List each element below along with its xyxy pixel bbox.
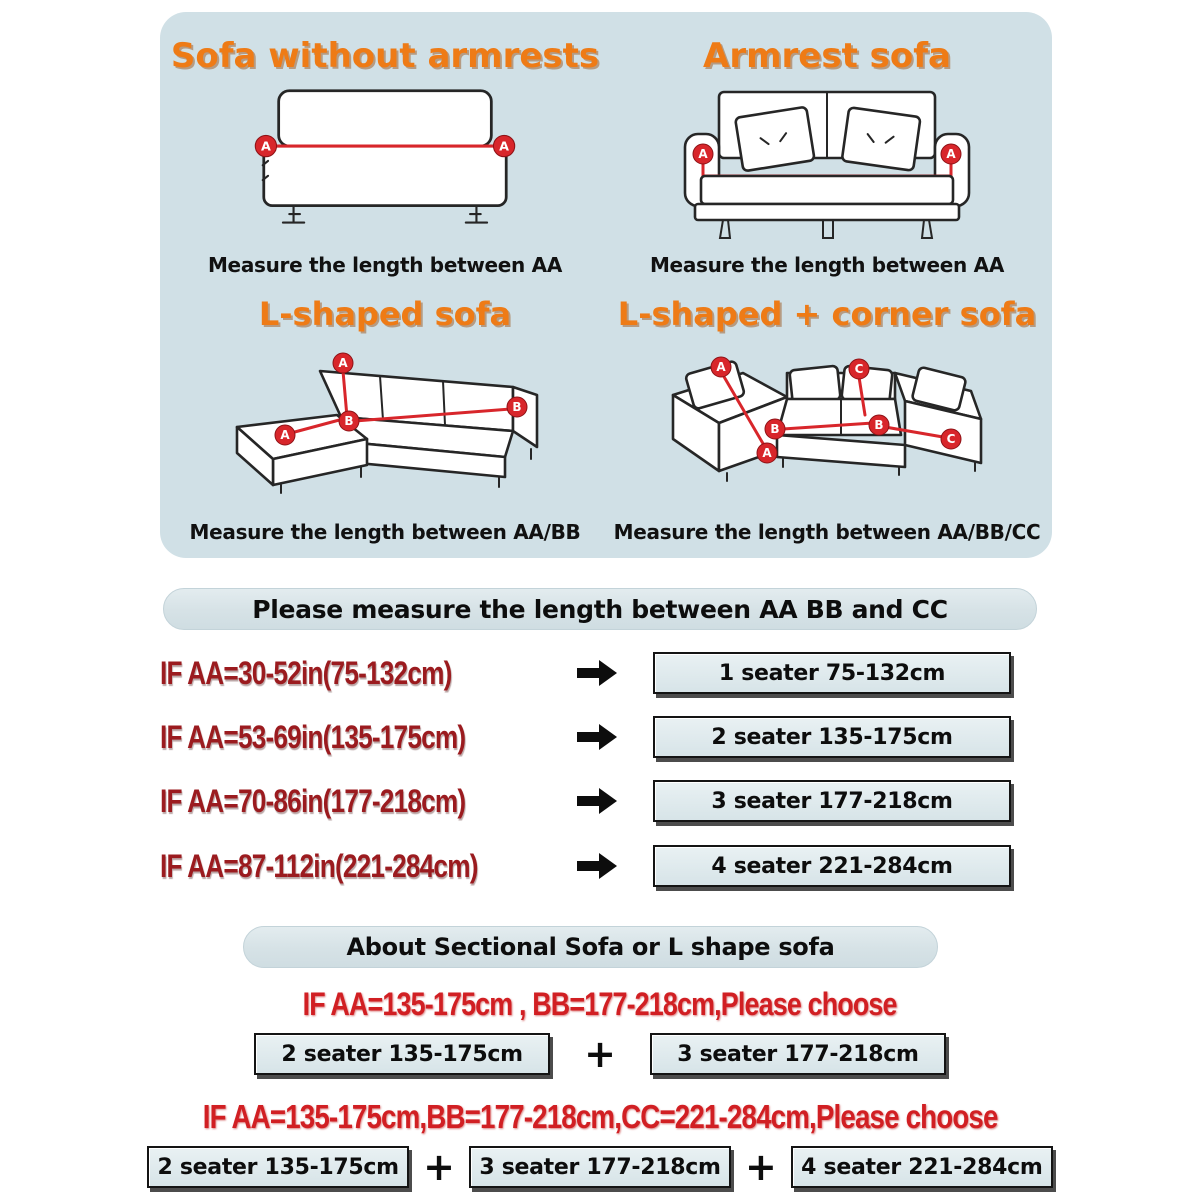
combo-size-box: 3 seater 177-218cm — [469, 1146, 731, 1188]
right-arrow-icon — [575, 853, 621, 879]
svg-text:A: A — [716, 360, 726, 374]
size-condition: IF AA=87-112in(221-284cm) — [160, 847, 478, 884]
card-title: Armrest sofa — [703, 36, 951, 76]
svg-text:A: A — [698, 147, 708, 161]
size-condition: IF AA=30-52in(75-132cm) — [160, 654, 452, 691]
card-caption: Measure the length between AA/BB — [189, 520, 581, 544]
size-condition: IF AA=53-69in(135-175cm) — [160, 718, 466, 755]
svg-text:A: A — [499, 139, 510, 155]
svg-text:A: A — [338, 356, 348, 370]
measure-marker-c — [941, 429, 961, 449]
right-arrow-icon — [575, 788, 621, 814]
measure-instruction-bar — [163, 588, 1037, 630]
svg-text:B: B — [770, 422, 780, 436]
plus-icon: + — [584, 1032, 616, 1076]
measure-marker-b — [765, 419, 785, 439]
svg-text:A: A — [946, 147, 956, 161]
size-condition: IF AA=70-86in(177-218cm) — [160, 782, 466, 819]
sectional-header-text: About Sectional Sofa or L shape sofa — [346, 933, 835, 961]
size-row-2-seater — [160, 714, 1050, 760]
card-l-shaped-sofa — [164, 285, 606, 552]
svg-text:B: B — [874, 418, 884, 432]
sofa-types-panel — [160, 12, 1052, 558]
card-caption: Measure the length between AA/BB/CC — [613, 520, 1041, 544]
armrest-sofa-illustration — [637, 78, 1017, 246]
size-result-box: 3 seater 177-218cm — [653, 780, 1011, 822]
svg-text:B: B — [512, 400, 522, 414]
measure-marker-b — [507, 397, 527, 417]
measure-marker-a — [693, 144, 713, 164]
size-result-box: 1 seater 75-132cm — [653, 652, 1011, 694]
card-title: L-shaped + corner sofa — [617, 295, 1037, 333]
plus-icon: + — [423, 1145, 455, 1189]
measure-marker-a — [333, 353, 353, 373]
right-arrow-icon — [575, 660, 621, 686]
card-caption: Measure the length between AA — [207, 253, 563, 277]
right-arrow-icon — [575, 724, 621, 750]
card-caption: Measure the length between AA — [649, 253, 1005, 277]
size-row-1-seater — [160, 650, 1050, 696]
combo-condition-1: IF AA=135-175cm , BB=177-218cm,Please choose — [302, 986, 898, 1022]
svg-text:C: C — [946, 432, 956, 446]
svg-text:A: A — [260, 139, 271, 155]
sectional-header-bar — [243, 926, 938, 968]
size-row-3-seater — [160, 778, 1050, 824]
measure-marker-a — [255, 135, 276, 156]
combo-condition-2: IF AA=135-175cm,BB=177-218cm,CC=221-284cm,Please choose — [202, 1098, 998, 1135]
svg-text:B: B — [344, 414, 354, 428]
measure-marker-b — [339, 411, 359, 431]
card-title: L-shaped sofa — [258, 295, 512, 333]
combo-size-box: 3 seater 177-218cm — [650, 1033, 946, 1075]
combo-row-2 — [0, 1146, 1200, 1188]
measure-instruction-text: Please measure the length between AA BB and CC — [252, 594, 948, 624]
combo-size-box: 2 seater 135-175cm — [147, 1146, 409, 1188]
combo-size-box: 4 seater 221-284cm — [791, 1146, 1053, 1188]
measure-marker-a — [711, 357, 731, 377]
plus-icon: + — [745, 1145, 777, 1189]
card-l-shaped-corner-sofa — [606, 285, 1048, 552]
l-shaped-corner-sofa-illustration — [637, 335, 1017, 495]
svg-text:A: A — [762, 446, 772, 460]
card-title: Sofa without armrests — [170, 36, 600, 76]
measure-marker-a — [757, 443, 777, 463]
measure-marker-b — [869, 415, 889, 435]
combo-size-box: 2 seater 135-175cm — [254, 1033, 550, 1075]
svg-text:A: A — [280, 428, 290, 442]
combo-row-1 — [0, 1033, 1200, 1075]
svg-text:C: C — [854, 362, 864, 376]
size-result-box: 2 seater 135-175cm — [653, 716, 1011, 758]
size-result-box: 4 seater 221-284cm — [653, 845, 1011, 887]
l-shaped-sofa-illustration — [195, 335, 575, 495]
measure-marker-a — [941, 144, 961, 164]
card-sofa-without-armrests — [164, 18, 606, 285]
measure-marker-a — [493, 135, 514, 156]
measure-marker-a — [275, 425, 295, 445]
card-armrest-sofa — [606, 18, 1048, 285]
measure-marker-c — [849, 359, 869, 379]
size-row-4-seater — [160, 843, 1050, 889]
sofa-without-armrests-illustration — [195, 78, 575, 246]
